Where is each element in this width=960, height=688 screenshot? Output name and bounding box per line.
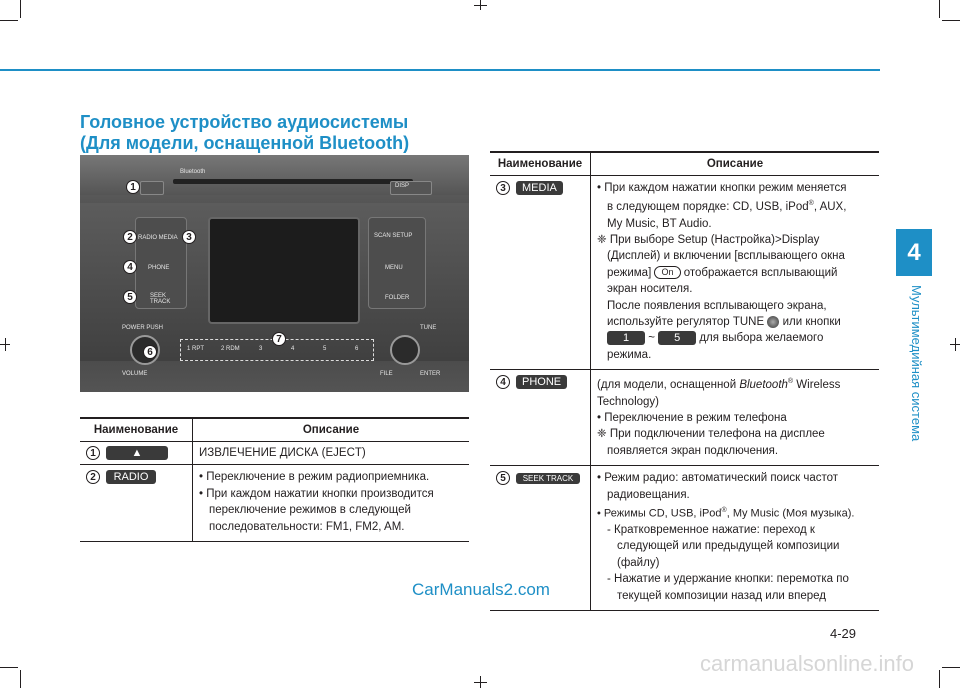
phone-button-icon: PHONE (516, 375, 567, 389)
page-title (80, 112, 409, 154)
description-line: Wireless (793, 379, 841, 392)
callout-7: 7 (272, 332, 286, 346)
radio-button-icon: RADIO (106, 470, 156, 484)
range-separator: ~ (648, 332, 655, 345)
callout-2: 2 (123, 230, 137, 244)
crop-mark (955, 338, 956, 351)
description-line: в следующем порядке: CD, USB, iPod (607, 201, 809, 214)
disp-label: DISP (395, 183, 410, 189)
title-line-2: (Для модели, оснащенной Bluetooth) (80, 133, 410, 153)
note-line: экран носителя. (607, 283, 693, 296)
scan-setup-label: SCAN SETUP (374, 233, 413, 239)
table-row (80, 442, 469, 465)
registered-mark: ® (721, 506, 727, 514)
row-number: 3 (496, 181, 510, 195)
note-line: появляется экран подключения. (607, 444, 779, 457)
preset-1-icon: 1 (607, 331, 645, 345)
chapter-number: 4 (907, 238, 921, 266)
preset-4: 4 (291, 346, 295, 352)
left-controls-table (80, 417, 469, 542)
description-line: последовательности: FM1, FM2, AM. (209, 520, 405, 533)
bluetooth-label: Bluetooth (180, 169, 206, 175)
seek-track-text: SEEK TRACK (522, 473, 574, 483)
row-number: 1 (86, 446, 100, 460)
description-line: • При каждом нажатии кнопки производится (199, 487, 434, 500)
crop-mark (20, 670, 21, 688)
crop-mark (939, 670, 940, 688)
header-description: Описание (193, 418, 470, 442)
description-line: - Кратковременное нажатие: переход к (607, 524, 815, 537)
row-number: 5 (496, 471, 510, 485)
crop-mark (942, 667, 960, 668)
note-line: После появления всплывающего экрана, (607, 299, 827, 312)
description-line: , My Music (Моя музыка). (726, 507, 855, 520)
seek-track-button-icon (516, 473, 580, 484)
crop-mark (0, 20, 18, 21)
table-row (490, 370, 879, 466)
row-number: 4 (496, 375, 510, 389)
header-name: Наименование (490, 152, 591, 176)
header-description: Описание (591, 152, 880, 176)
preset-1: 1 RPT (187, 346, 205, 352)
crop-mark (5, 338, 6, 351)
note-line: отображается всплывающий (683, 266, 838, 279)
header-name: Наименование (80, 418, 193, 442)
description-line: радиовещания. (607, 488, 690, 501)
right-controls-table (490, 151, 879, 611)
preset-2: 2 RDM (221, 346, 240, 352)
radio-media-label: RADIO MEDIA (138, 235, 178, 241)
description-line: • Режим радио: автоматический поиск частот (597, 472, 839, 485)
page-number: 4-29 (830, 626, 857, 641)
row-number: 2 (86, 470, 100, 484)
description-line: • Переключение в режим радиоприемника. (199, 471, 430, 484)
description-line: переключение режимов в следующей (209, 504, 411, 517)
note-line: режима] (607, 266, 652, 279)
description-line: следующей или предыдущей композиции (617, 540, 840, 553)
tune-knob-icon (767, 316, 779, 328)
description-line: • При каждом нажатии кнопки режим меняется (597, 182, 847, 194)
note-line: (Дисплей) и включении [всплывающего окна (607, 250, 845, 263)
on-toggle-icon: On (654, 266, 680, 279)
crop-mark (942, 20, 960, 21)
callout-1: 1 (126, 180, 140, 194)
note-line: режима. (607, 348, 652, 361)
header-rule (0, 69, 880, 71)
description-line: , AUX, (813, 201, 847, 214)
head-unit-photo (80, 155, 469, 392)
crop-mark (0, 667, 18, 668)
watermark: carmanualsonline.info (700, 651, 915, 676)
preset-5: 5 (323, 346, 327, 352)
eject-button (140, 181, 164, 195)
description-line: • Переключение в режим телефона (597, 411, 787, 424)
crop-mark (939, 0, 940, 18)
crop-mark (474, 682, 487, 683)
callout-5: 5 (123, 290, 137, 304)
callout-3: 3 (182, 230, 196, 244)
description-line: текущей композиции назад или вперед (617, 589, 826, 602)
cd-slot (173, 179, 413, 184)
description-line: Technology) (597, 395, 660, 408)
folder-label: FOLDER (385, 295, 410, 301)
preset-6: 6 (355, 346, 359, 352)
description-line: (файлу) (617, 556, 660, 569)
power-label: POWER PUSH (122, 325, 164, 331)
media-button-icon: MEDIA (516, 181, 563, 195)
preset-5-icon: 5 (658, 331, 696, 345)
callout-6: 6 (143, 345, 157, 359)
registered-mark: ® (808, 200, 814, 208)
display-screen (208, 217, 360, 324)
phone-label: PHONE (148, 265, 170, 271)
seek-track-label: SEEK TRACK (150, 293, 171, 305)
note-line: для выбора желаемого (699, 332, 824, 345)
note-line: используйте регулятор TUNE (607, 316, 765, 329)
eject-description: ИЗВЛЕЧЕНИЕ ДИСКА (EJECT) (193, 442, 470, 465)
table-row (80, 465, 469, 542)
callout-4: 4 (123, 260, 137, 274)
note-line: ❈ При подключении телефона на дисплее (597, 428, 825, 441)
tune-knob (390, 335, 420, 365)
bluetooth-text: Bluetooth (739, 379, 788, 392)
registered-mark: ® (787, 378, 794, 386)
chapter-tab (896, 229, 932, 276)
file-label: FILE (380, 371, 393, 377)
note-line: ❈ При выборе Setup (Настройка)>Display (597, 234, 820, 247)
description-line: • Режимы CD, USB, iPod (597, 507, 722, 520)
enter-label: ENTER (420, 371, 441, 377)
description-line: (для модели, оснащенной (597, 379, 740, 392)
description-line: My Music, BT Audio. (607, 217, 712, 230)
site-link[interactable]: CarManuals2.com (412, 580, 550, 599)
note-line: или кнопки (782, 316, 841, 329)
table-row (490, 176, 879, 370)
crop-mark (474, 5, 487, 6)
volume-label: VOLUME (122, 371, 148, 377)
title-line-1: Головное устройство аудиосистемы (80, 112, 409, 132)
menu-label: MENU (385, 265, 403, 271)
eject-button-icon: ▲ (106, 446, 168, 460)
crop-mark (20, 0, 21, 18)
tune-label: TUNE (420, 325, 437, 331)
description-line: - Нажатие и удержание кнопки: перемотка по (607, 573, 849, 586)
chapter-title: Мультимедийная система (909, 285, 924, 442)
preset-3: 3 (259, 346, 263, 352)
